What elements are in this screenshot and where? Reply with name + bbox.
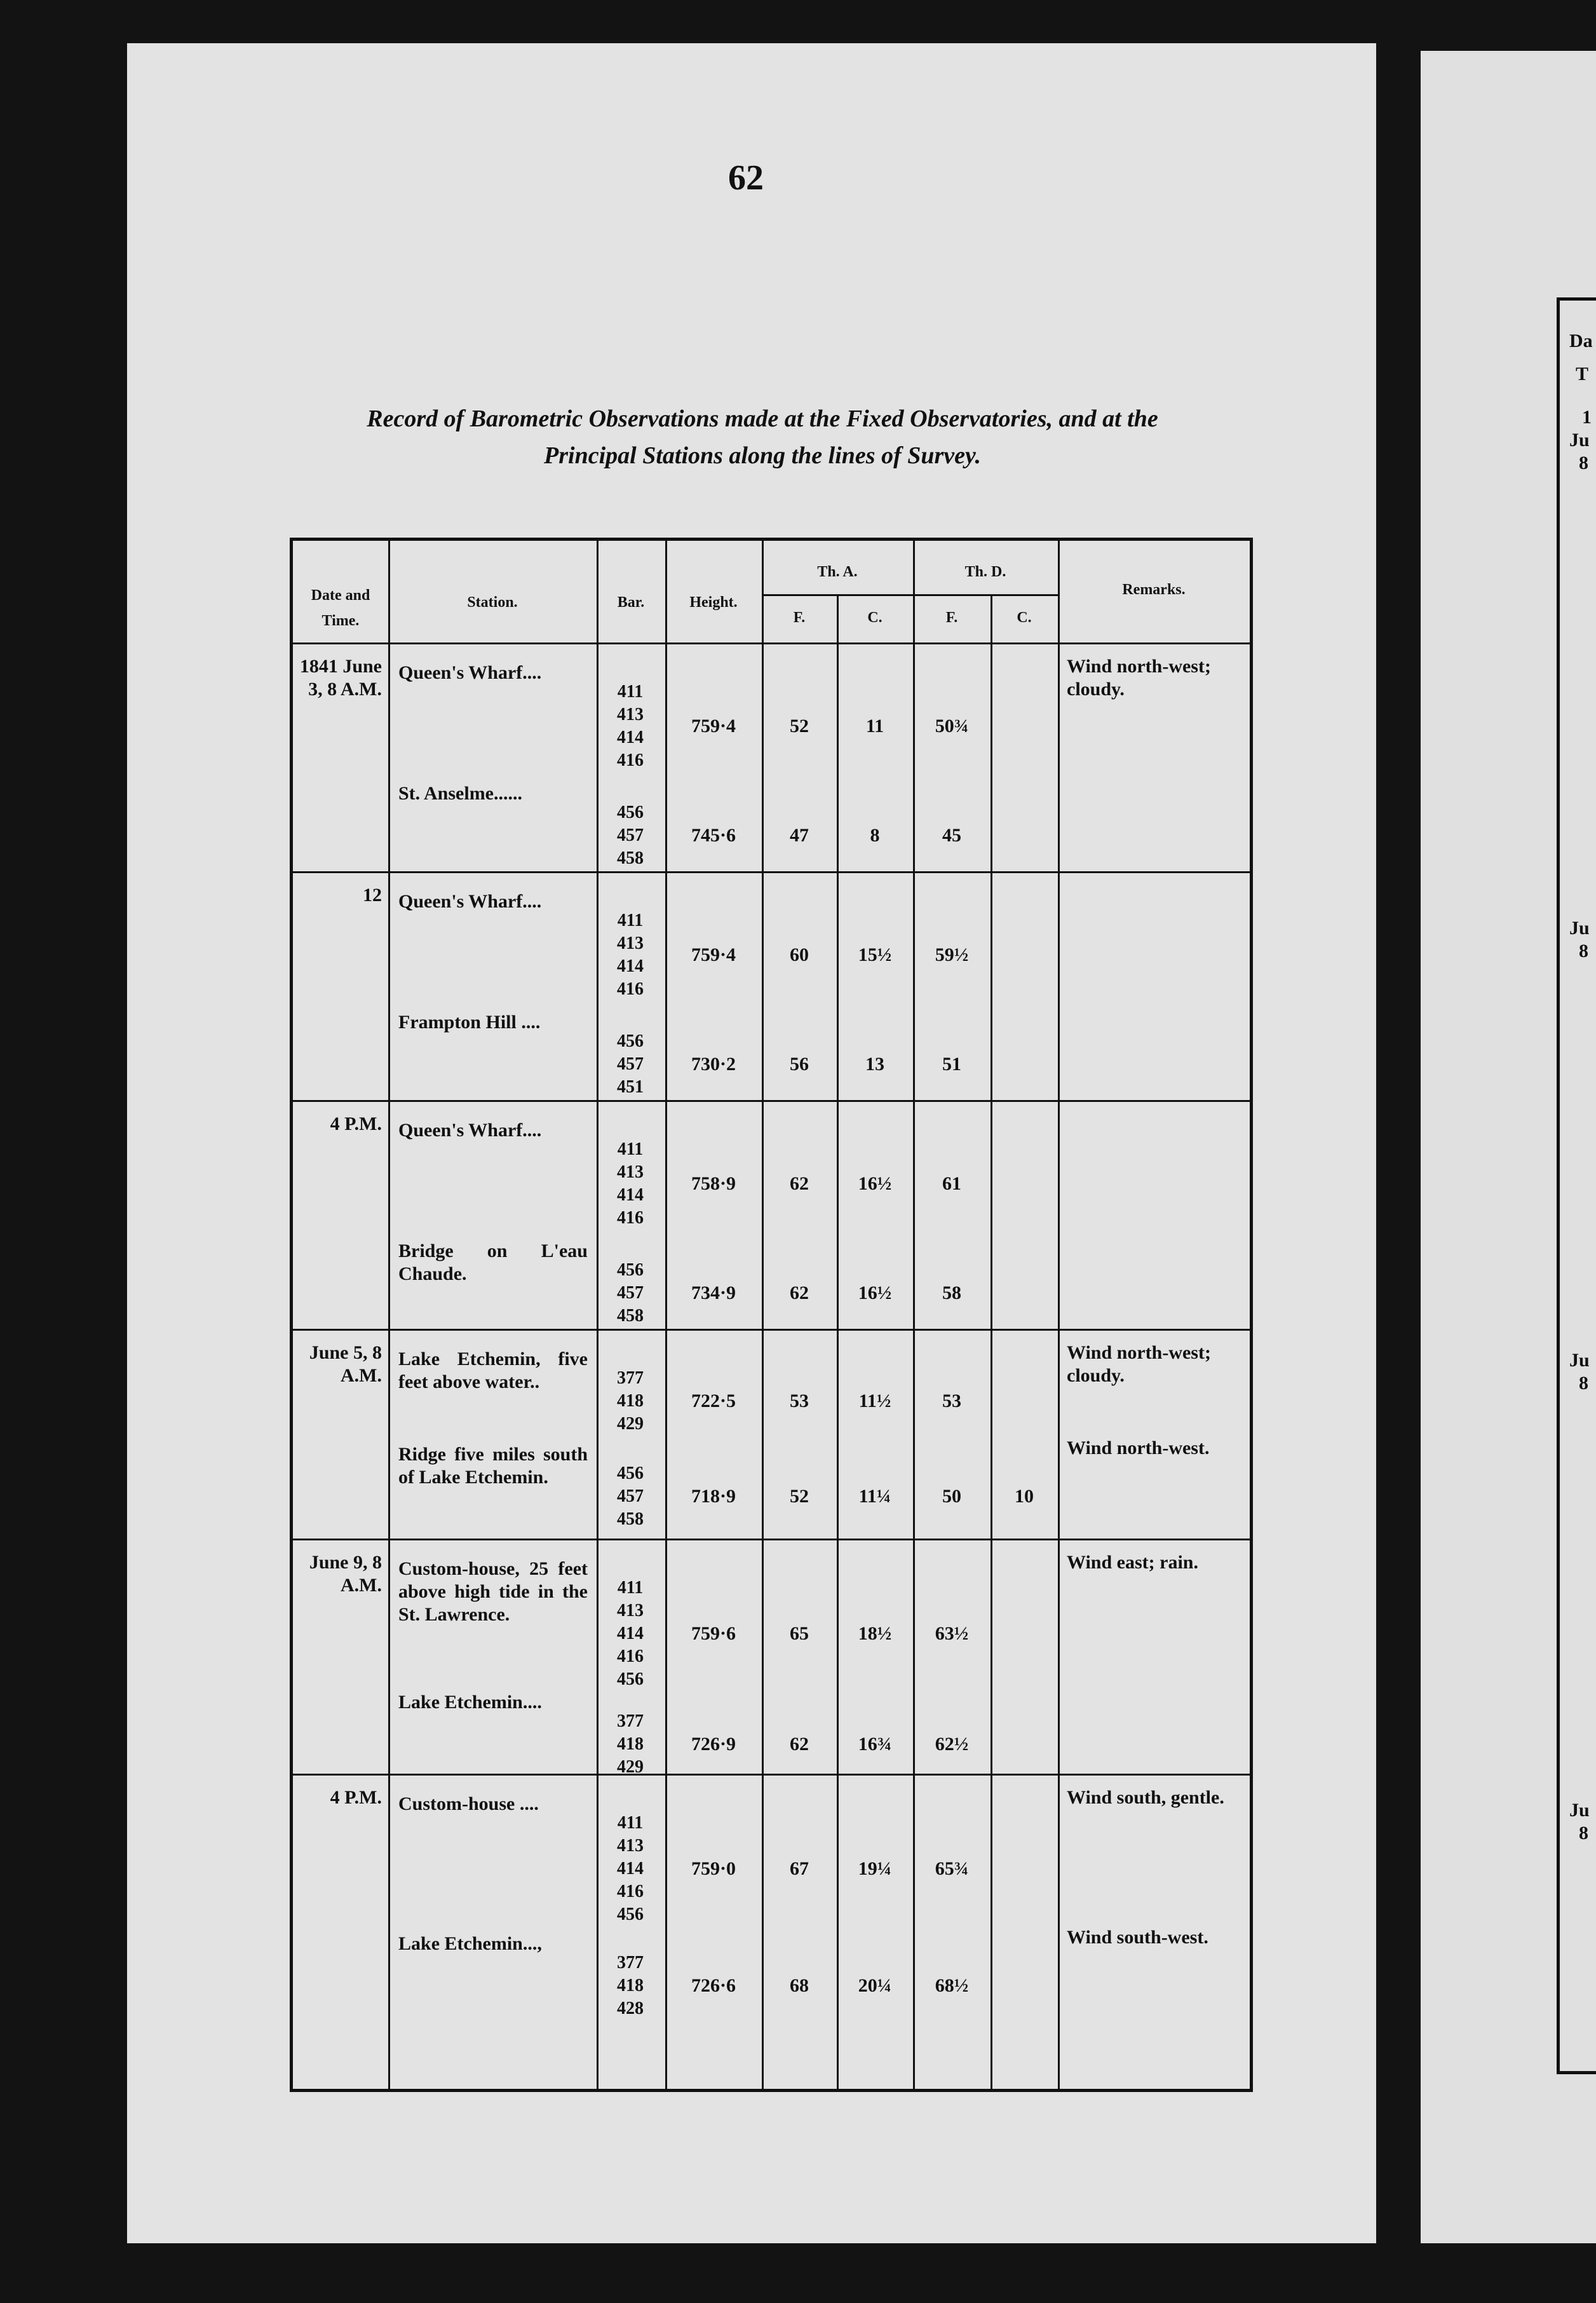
right-line-8: Ju: [1569, 1800, 1590, 1821]
row-tha-c: 16½: [858, 1173, 892, 1194]
header-tha-c: C.: [867, 609, 883, 626]
row-date: 1841 June 3, 8 A.M.: [299, 656, 387, 700]
row-tha-f: 60: [790, 944, 809, 965]
row-thd-f: 68½: [935, 1975, 969, 1996]
row-tha-c: 11¼: [858, 1486, 891, 1507]
row-bar-numbers: 411 413 414 416: [617, 911, 644, 999]
row-remarks: Wind north-west; cloudy.: [1067, 656, 1211, 700]
header-thd-f: F.: [945, 609, 958, 626]
row-station: Custom-house, 25 feet above high tide in the St. Lawrence.: [398, 1558, 588, 1625]
row-tha-f: 62: [790, 1734, 809, 1755]
row-height: 745·6: [691, 825, 736, 846]
header-tha-f: F.: [793, 609, 806, 626]
right-line-4: Ju: [1569, 918, 1590, 939]
row-tha-f: 53: [790, 1390, 809, 1411]
row-height: 730·2: [691, 1054, 736, 1075]
row-station: Custom-house ....: [398, 1793, 539, 1814]
row-height: 734·9: [691, 1282, 736, 1303]
subheader-divider: [762, 594, 1058, 596]
row-height: 759·4: [691, 716, 736, 737]
right-line-9: 8: [1579, 1823, 1588, 1844]
row-station: Queen's Wharf....: [398, 1120, 542, 1141]
right-header-2: T: [1576, 363, 1589, 384]
column-divider: [1058, 541, 1060, 2092]
right-header-1: Da: [1569, 330, 1593, 351]
row-bar-numbers: 411 413 414 416 456: [617, 1578, 644, 1689]
row-bar-numbers: 456 457 458: [617, 1464, 644, 1529]
row-tha-f: 62: [790, 1173, 809, 1194]
row-tha-c: 13: [865, 1054, 884, 1075]
row-bar-numbers: 377 418 429: [617, 1711, 644, 1777]
group-divider: [293, 871, 1250, 873]
column-divider: [991, 541, 992, 2092]
header-remarks: Remarks.: [1122, 581, 1186, 598]
row-height: 759·4: [691, 944, 736, 965]
row-thd-f: 50¾: [935, 716, 969, 737]
right-line-5: 8: [1579, 941, 1588, 961]
row-height: 726·9: [691, 1734, 736, 1755]
row-remarks: Wind north-west; cloudy.: [1067, 1342, 1211, 1386]
group-divider: [293, 1329, 1250, 1331]
row-height: 759·0: [691, 1858, 736, 1879]
row-thd-f: 65¾: [935, 1858, 969, 1879]
row-tha-f: 47: [790, 825, 809, 846]
header-bar: Bar.: [617, 594, 645, 611]
header-th-d: Th. D.: [964, 564, 1006, 580]
row-station: Queen's Wharf....: [398, 662, 542, 683]
row-tha-c: 16¾: [858, 1734, 892, 1755]
row-tha-c: 11: [865, 716, 884, 737]
header-th-a: Th. A.: [817, 564, 858, 580]
row-tha-f: 67: [790, 1858, 809, 1879]
row-tha-c: 19¼: [858, 1858, 892, 1879]
row-remarks: Wind east; rain.: [1067, 1552, 1198, 1573]
row-remarks: Wind south-west.: [1067, 1927, 1208, 1948]
header-divider: [293, 642, 1250, 644]
row-tha-c: 11½: [858, 1390, 891, 1411]
row-date: 4 P.M.: [330, 1787, 382, 1808]
row-station: Queen's Wharf....: [398, 891, 542, 912]
row-bar-numbers: 411 413 414 416: [617, 1139, 644, 1228]
row-station: St. Anselme......: [398, 783, 522, 804]
row-tha-f: 62: [790, 1282, 809, 1303]
row-tha-c: 20¼: [858, 1975, 892, 1996]
title-line-1: Record of Barometric Observations made at the Fixed Observatories, and at the: [367, 405, 1158, 432]
row-bar-numbers: 456 457 458: [617, 1260, 644, 1326]
row-bar-numbers: 377 418 428: [617, 1953, 644, 2018]
row-bar-numbers: 411 413 414 416: [617, 682, 644, 770]
row-thd-f: 61: [942, 1173, 961, 1194]
row-bar-numbers: 456 457 458: [617, 803, 644, 868]
row-tha-f: 68: [790, 1975, 809, 1996]
row-tha-c: 8: [870, 825, 880, 846]
row-bar-numbers: 377 418 429: [617, 1368, 644, 1434]
row-height: 726·6: [691, 1975, 736, 1996]
row-thd-f: 50: [942, 1486, 961, 1507]
row-height: 758·9: [691, 1173, 736, 1194]
row-height: 722·5: [691, 1390, 736, 1411]
title-line-2: Principal Stations along the lines of Survey.: [544, 442, 981, 469]
header-height: Height.: [689, 594, 738, 611]
right-line-6: Ju: [1569, 1350, 1590, 1371]
header-thd-c: C.: [1017, 609, 1032, 626]
row-thd-f: 62½: [935, 1734, 969, 1755]
row-thd-f: 58: [942, 1282, 961, 1303]
row-tha-f: 52: [790, 716, 809, 737]
row-tha-f: 52: [790, 1486, 809, 1507]
row-date: 4 P.M.: [330, 1113, 382, 1134]
row-thd-c: 10: [1015, 1486, 1034, 1507]
table-title: [280, 400, 1245, 474]
row-thd-f: 63½: [935, 1623, 969, 1644]
row-date: June 9, 8 A.M.: [309, 1552, 386, 1596]
right-line-3: 8: [1579, 452, 1588, 473]
right-line-7: 8: [1579, 1373, 1588, 1394]
row-station: Frampton Hill ....: [398, 1012, 541, 1033]
right-line-1: 1: [1582, 407, 1592, 428]
row-station: Ridge five miles south of Lake Etchemin.: [398, 1444, 588, 1488]
page-number: 62: [728, 158, 764, 198]
row-remarks: Wind south, gentle.: [1067, 1787, 1224, 1808]
header-station: Station.: [467, 594, 518, 611]
row-date: 12: [363, 885, 382, 906]
group-divider: [293, 1539, 1250, 1540]
row-date: June 5, 8 A.M.: [309, 1342, 386, 1386]
observation-table: [290, 538, 1253, 2092]
row-station: Lake Etchemin...,: [398, 1933, 542, 1954]
group-divider: [293, 1100, 1250, 1102]
row-station: Bridge on L'eau Chaude.: [398, 1240, 588, 1284]
row-tha-c: 15½: [858, 944, 892, 965]
row-thd-f: 53: [942, 1390, 961, 1411]
row-bar-numbers: 456 457 451: [617, 1031, 644, 1097]
row-thd-f: 45: [942, 825, 961, 846]
row-tha-c: 18½: [858, 1623, 892, 1644]
row-station: Lake Etchemin....: [398, 1692, 542, 1713]
row-remarks: Wind north-west.: [1067, 1437, 1210, 1458]
row-height: 718·9: [691, 1486, 736, 1507]
row-thd-f: 51: [942, 1054, 961, 1075]
right-line-2: Ju: [1569, 430, 1590, 451]
row-height: 759·6: [691, 1623, 736, 1644]
row-station: Lake Etchemin, five feet above water..: [398, 1349, 588, 1392]
row-tha-c: 16½: [858, 1282, 892, 1303]
row-tha-f: 65: [790, 1623, 809, 1644]
row-bar-numbers: 411 413 414 416 456: [617, 1813, 644, 1924]
header-date: Date and Time.: [311, 587, 370, 629]
column-divider: [388, 541, 390, 2092]
group-divider: [293, 1774, 1250, 1776]
row-tha-f: 56: [790, 1054, 809, 1075]
row-thd-f: 59½: [935, 944, 969, 965]
